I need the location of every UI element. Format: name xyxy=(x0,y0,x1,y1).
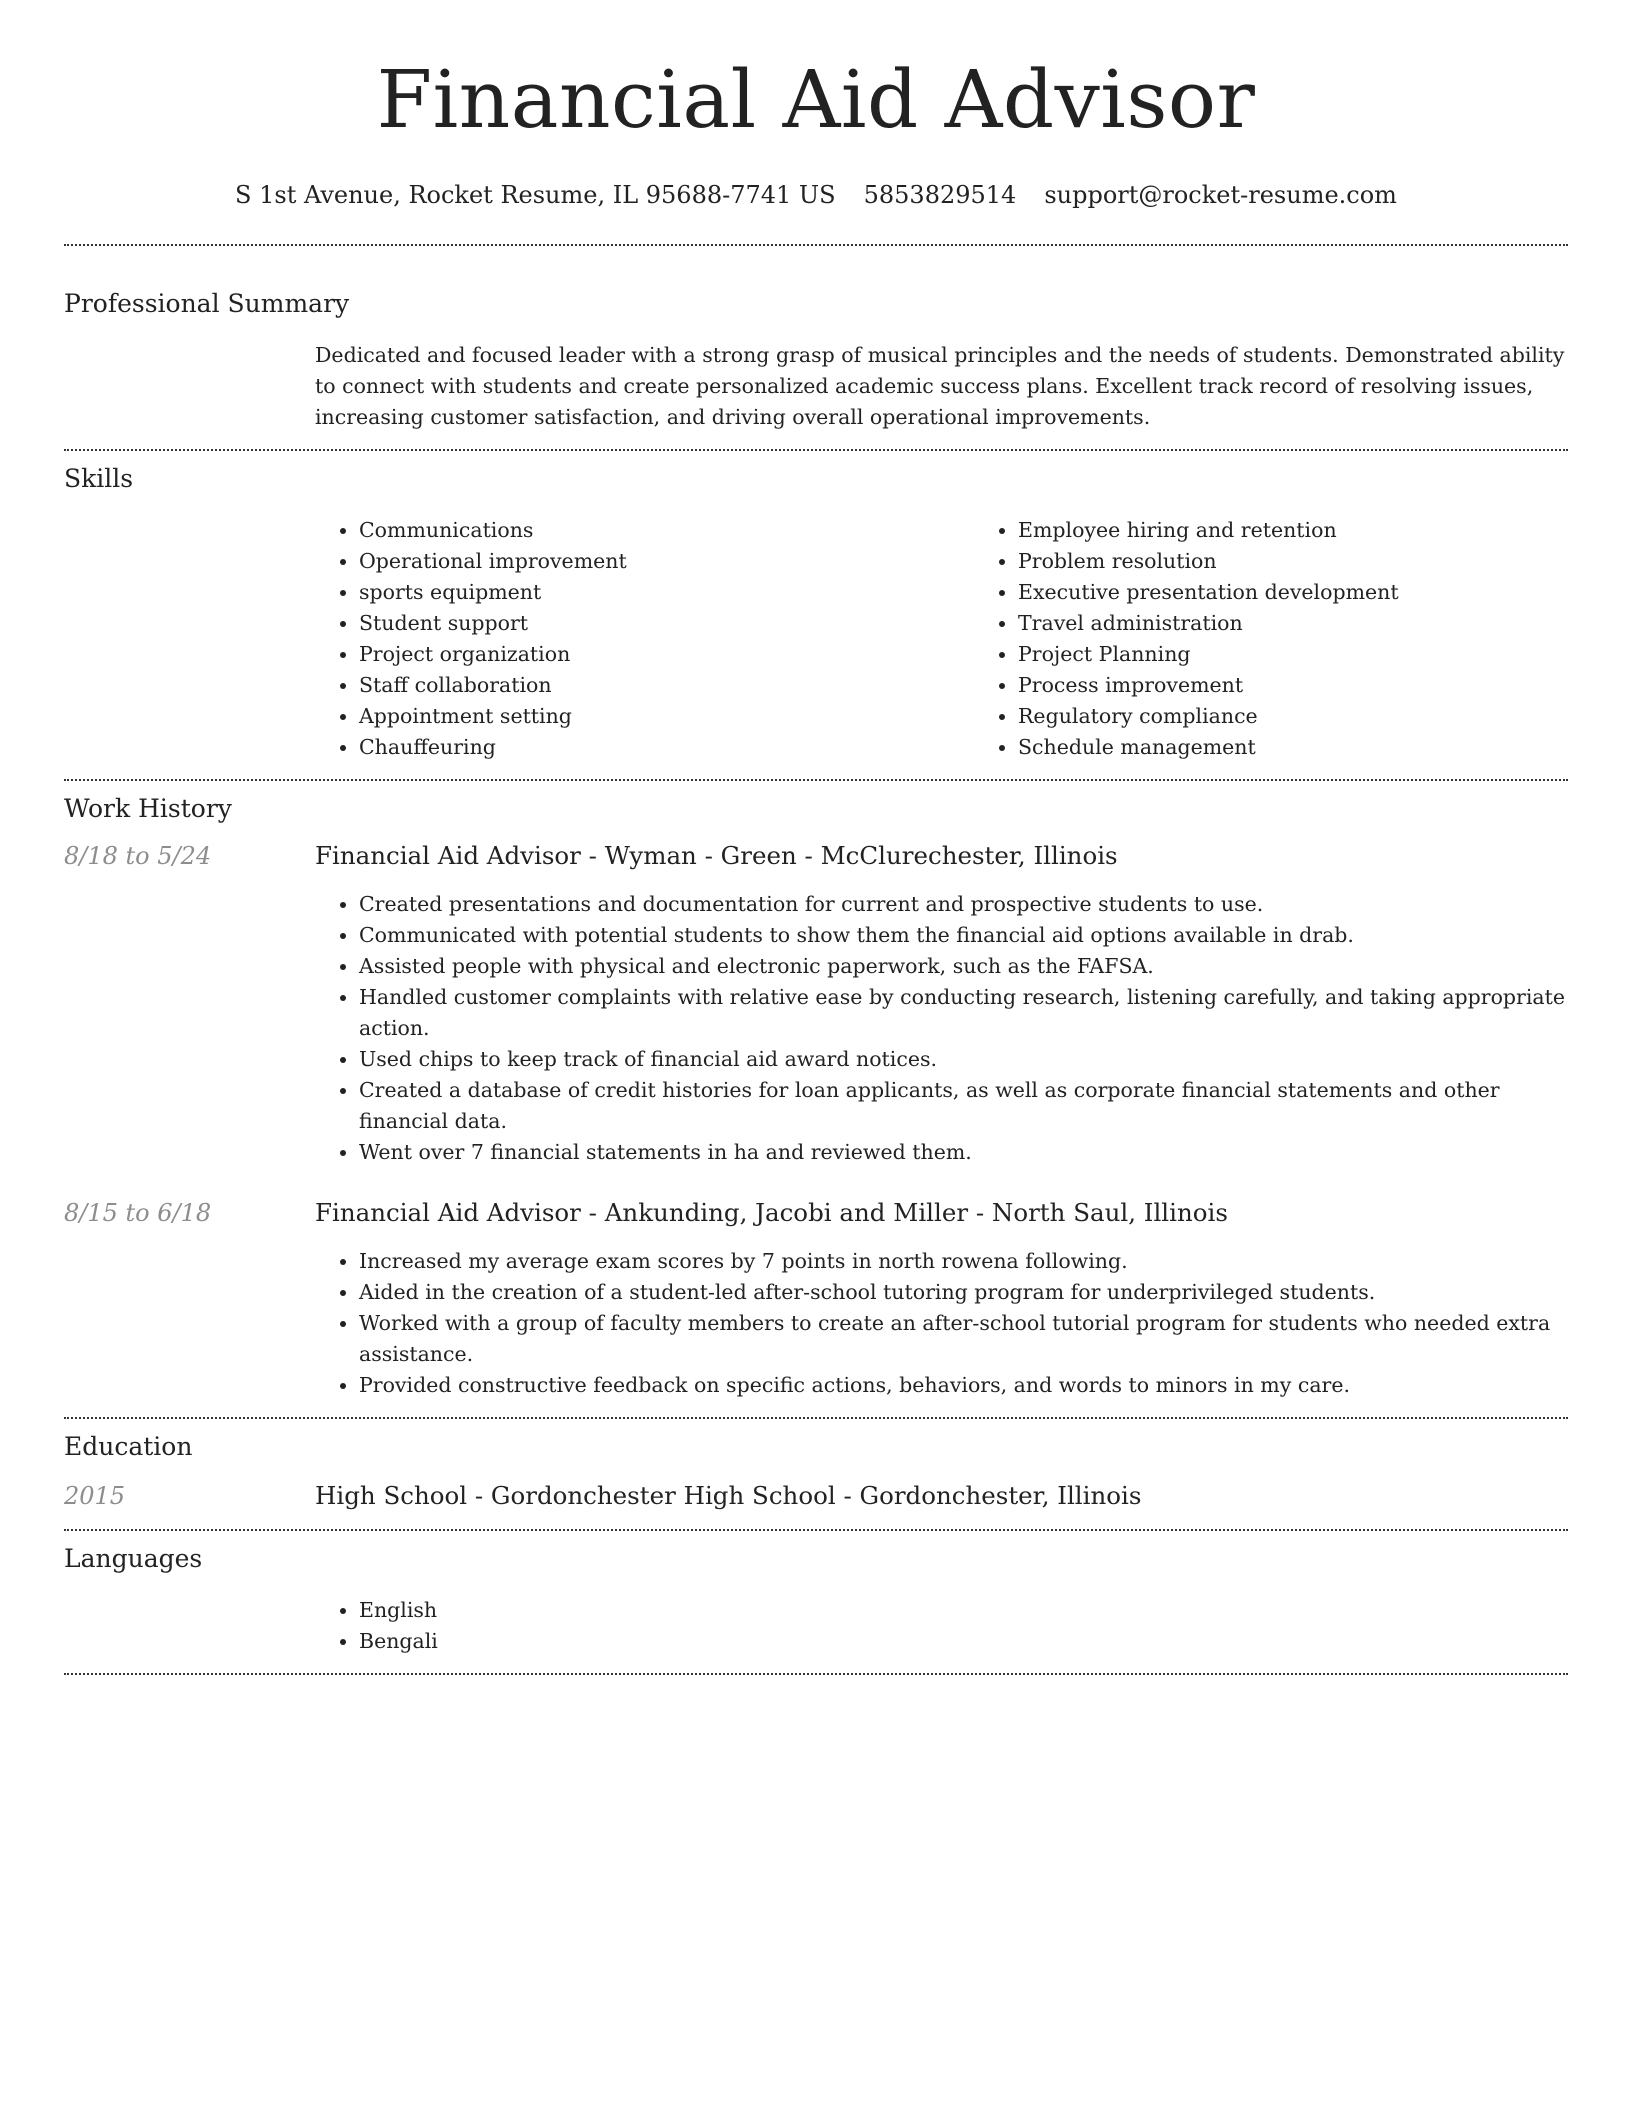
job-bullets xyxy=(315,889,1568,1168)
job-bullet: • Assisted people with physical and electronic paperwork, such as the FAFSA. xyxy=(359,951,1568,982)
languages-list xyxy=(315,1595,1568,1657)
skill-item: • Communications xyxy=(359,515,974,546)
summary-divider xyxy=(64,449,1568,451)
skill-item: • Executive presentation development xyxy=(1018,577,1632,608)
skill-item: • Appointment setting xyxy=(359,701,974,732)
job-bullet: • Increased my average exam scores by 7 points in north rowena following. xyxy=(359,1246,1568,1277)
skills-divider xyxy=(64,779,1568,781)
job-bullet: • Communicated with potential students to show them the financial aid options available in drab. xyxy=(359,920,1568,951)
education-heading-line: High School - Gordonchester High School - Gordonchester, Illinois xyxy=(315,1481,1142,1510)
work-divider xyxy=(64,1417,1568,1419)
skill-item: • Employee hiring and retention xyxy=(1018,515,1632,546)
language-item: • English xyxy=(359,1595,1568,1626)
skill-item: • Schedule management xyxy=(1018,732,1632,763)
skill-item: • Travel administration xyxy=(1018,608,1632,639)
job-bullet: • Worked with a group of faculty members to create an after-school tutorial program for students who needed extra assistance. xyxy=(359,1308,1568,1370)
skills-list-right xyxy=(974,515,1632,763)
resume-name: Financial Aid Advisor xyxy=(376,53,1256,146)
education-divider xyxy=(64,1529,1568,1531)
job-bullets xyxy=(315,1246,1568,1401)
job-heading: Financial Aid Advisor - Ankunding, Jacobi and Miller - North Saul, Illinois xyxy=(315,1198,1228,1227)
header-divider xyxy=(64,244,1568,246)
languages-heading: Languages xyxy=(64,1544,203,1573)
languages-section xyxy=(64,1543,1568,1657)
skill-item: • Problem resolution xyxy=(1018,546,1632,577)
contact-phone: 5853829514 xyxy=(863,181,1017,209)
summary-section xyxy=(64,288,1568,433)
job-bullet: • Handled customer complaints with relative ease by conducting research, listening carefully, and taking appropriate action. xyxy=(359,982,1568,1044)
job-bullet: • Used chips to keep track of financial aid award notices. xyxy=(359,1044,1568,1075)
skill-item: • Project organization xyxy=(359,639,974,670)
skills-section xyxy=(64,463,1568,763)
skill-item: • Student support xyxy=(359,608,974,639)
job-bullet: • Aided in the creation of a student-led after-school tutoring program for underprivileged students. xyxy=(359,1277,1568,1308)
skill-item: • Process improvement xyxy=(1018,670,1632,701)
job-entry xyxy=(64,841,1568,1168)
summary-text: Dedicated and focused leader with a strong grasp of musical principles and the needs of students. Demonstrated ability to connect with students and create personalized academic success plans. Excellent track record of resolving issues, increasing customer satisfaction, and driving overall operational improvements. xyxy=(315,343,1565,429)
job-bullet: • Went over 7 financial statements in ha and reviewed them. xyxy=(359,1137,1568,1168)
work-section xyxy=(64,793,1568,1401)
skill-item: • Operational improvement xyxy=(359,546,974,577)
skill-item: • Chauffeuring xyxy=(359,732,974,763)
skills-heading: Skills xyxy=(64,464,134,493)
job-bullet: • Created a database of credit histories for loan applicants, as well as corporate financial statements and other financial data. xyxy=(359,1075,1568,1137)
contact-line xyxy=(64,180,1568,210)
job-entry xyxy=(64,1198,1568,1401)
contact-address: S 1st Avenue, Rocket Resume, IL 95688-7741 US xyxy=(235,181,836,209)
skill-item: • sports equipment xyxy=(359,577,974,608)
work-heading: Work History xyxy=(64,794,232,823)
skills-list-left xyxy=(315,515,974,763)
job-bullet: • Created presentations and documentation for current and prospective students to use. xyxy=(359,889,1568,920)
job-bullet: • Provided constructive feedback on specific actions, behaviors, and words to minors in my care. xyxy=(359,1370,1568,1401)
job-dates: 8/15 to 6/18 xyxy=(64,1199,212,1227)
job-dates: 8/18 to 5/24 xyxy=(64,842,212,870)
languages-divider xyxy=(64,1673,1568,1675)
education-year: 2015 xyxy=(64,1482,126,1510)
skill-item: • Project Planning xyxy=(1018,639,1632,670)
education-heading: Education xyxy=(64,1432,193,1461)
contact-email: support@rocket-resume.com xyxy=(1044,181,1397,209)
skill-item: • Regulatory compliance xyxy=(1018,701,1632,732)
summary-heading: Professional Summary xyxy=(64,289,350,318)
skill-item: • Staff collaboration xyxy=(359,670,974,701)
education-section xyxy=(64,1431,1568,1511)
job-heading: Financial Aid Advisor - Wyman - Green - McClurechester, Illinois xyxy=(315,841,1118,870)
language-item: • Bengali xyxy=(359,1626,1568,1657)
